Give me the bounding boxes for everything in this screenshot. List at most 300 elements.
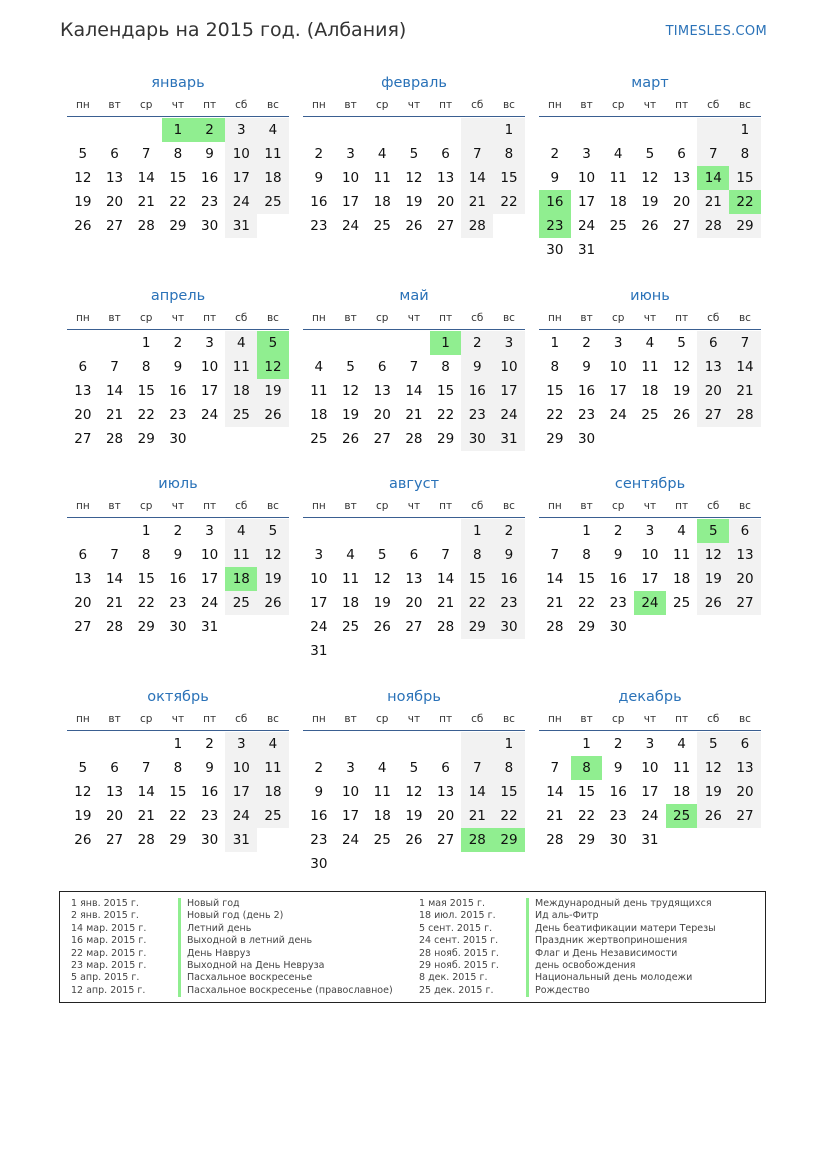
legend-row xyxy=(71,948,393,960)
day-cell: 10 xyxy=(577,170,596,186)
day-cell: 31 xyxy=(225,828,257,852)
day-cell: 7 xyxy=(550,760,560,776)
day-cell: 23 xyxy=(201,808,219,824)
weekday-header xyxy=(539,497,761,518)
day-cell: 9 xyxy=(613,547,623,563)
day-cell: 24 xyxy=(225,190,257,214)
page-title: Календарь на 2015 год. (Албания) xyxy=(60,19,407,41)
day-cell: 28 xyxy=(461,214,493,238)
day-cell: 4 xyxy=(377,760,387,776)
day-grid xyxy=(67,117,289,238)
day-cell: 25 xyxy=(257,804,289,828)
legend-color-bar xyxy=(178,960,181,972)
day-cell: 20 xyxy=(729,567,761,591)
day-cell: 10 xyxy=(641,760,659,776)
weekday-label: чт xyxy=(171,713,185,725)
day-cell: 29 xyxy=(546,431,564,447)
holiday-day-cell: 8 xyxy=(571,756,603,780)
legend-holiday-name: Международный день трудящихся xyxy=(535,898,712,909)
day-cell: 12 xyxy=(697,543,729,567)
day-cell: 29 xyxy=(729,214,761,238)
empty-cell xyxy=(430,118,462,142)
day-cell: 25 xyxy=(225,591,257,615)
day-cell: 30 xyxy=(201,218,219,234)
day-cell: 27 xyxy=(697,403,729,427)
day-cell: 17 xyxy=(310,595,328,611)
day-cell: 10 xyxy=(225,756,257,780)
day-cell: 21 xyxy=(697,190,729,214)
day-cell: 3 xyxy=(205,335,214,351)
day-cell: 27 xyxy=(729,591,761,615)
day-cell: 20 xyxy=(105,808,124,824)
weekday-label: вт xyxy=(580,99,593,111)
day-cell: 20 xyxy=(74,595,92,611)
legend-date: 28 нояб. 2015 г. xyxy=(419,947,499,959)
day-cell: 3 xyxy=(613,335,623,351)
weekday-label: чт xyxy=(407,500,421,512)
day-cell: 25 xyxy=(609,218,627,234)
day-cell: 23 xyxy=(310,832,328,848)
day-cell: 17 xyxy=(201,571,219,587)
day-cell: 21 xyxy=(105,407,124,423)
month-name: январь xyxy=(151,75,205,91)
weekday-label: ср xyxy=(611,312,625,324)
weekday-header xyxy=(67,497,289,518)
legend-date: 29 нояб. 2015 г. xyxy=(419,959,499,971)
day-cell: 4 xyxy=(225,331,257,355)
legend-row xyxy=(71,935,393,947)
month-name: август xyxy=(388,476,440,492)
day-cell: 11 xyxy=(310,383,328,399)
day-cell: 29 xyxy=(577,832,596,848)
day-cell: 1 xyxy=(582,523,591,539)
empty-cell xyxy=(539,732,571,756)
day-cell: 26 xyxy=(697,804,729,828)
month-name: июль xyxy=(158,476,198,492)
day-cell: 1 xyxy=(141,523,151,539)
day-cell: 7 xyxy=(141,760,151,776)
day-cell: 1 xyxy=(461,519,493,543)
day-cell: 31 xyxy=(310,643,328,659)
weekday-label: пн xyxy=(547,713,562,725)
day-cell: 14 xyxy=(137,784,155,800)
weekday-label: пт xyxy=(675,500,689,512)
holiday-day-cell: 12 xyxy=(257,355,289,379)
day-cell: 16 xyxy=(493,567,525,591)
day-cell: 17 xyxy=(641,784,659,800)
empty-cell xyxy=(303,519,335,543)
day-cell: 11 xyxy=(373,784,391,800)
day-cell: 8 xyxy=(729,142,761,166)
day-cell: 2 xyxy=(613,523,623,539)
weekday-label: пт xyxy=(675,99,689,111)
day-cell: 17 xyxy=(341,194,360,210)
legend-holiday-name: Летний день xyxy=(187,922,252,934)
weekday-label: пт xyxy=(675,713,689,725)
day-cell: 2 xyxy=(461,331,493,355)
day-cell: 10 xyxy=(609,359,627,375)
weekday-label: вт xyxy=(580,713,593,725)
weekday-label: ср xyxy=(611,500,625,512)
day-cell: 5 xyxy=(346,359,355,375)
month-4 xyxy=(67,283,289,451)
day-cell: 10 xyxy=(310,571,328,587)
legend-row xyxy=(71,898,393,910)
day-cell: 1 xyxy=(550,335,560,351)
day-cell: 15 xyxy=(577,571,596,587)
legend-date: 24 сент. 2015 г. xyxy=(419,935,499,947)
day-cell: 23 xyxy=(493,591,525,615)
day-cell: 13 xyxy=(729,756,761,780)
weekday-label: пт xyxy=(439,99,453,111)
day-cell: 16 xyxy=(609,784,627,800)
weekday-label: ср xyxy=(139,500,153,512)
legend-row xyxy=(71,960,393,972)
legend-date: 25 дек. 2015 г. xyxy=(419,984,494,996)
weekday-label: вс xyxy=(266,500,279,512)
legend-holiday-name: Праздник жертвоприношения xyxy=(535,935,688,947)
day-cell: 8 xyxy=(441,359,450,375)
day-cell: 16 xyxy=(169,571,187,587)
day-cell: 3 xyxy=(645,736,655,752)
day-cell: 22 xyxy=(546,407,564,423)
day-cell: 12 xyxy=(673,359,691,375)
day-cell: 2 xyxy=(613,736,623,752)
legend-date: 5 сент. 2015 г. xyxy=(419,922,493,934)
day-cell: 9 xyxy=(550,170,560,186)
month-7 xyxy=(67,471,289,639)
day-cell: 15 xyxy=(437,383,455,399)
day-cell: 13 xyxy=(697,355,729,379)
day-cell: 1 xyxy=(141,335,151,351)
day-cell: 14 xyxy=(461,166,493,190)
day-cell: 15 xyxy=(493,780,525,804)
holiday-day-cell: 29 xyxy=(493,828,525,852)
day-cell: 22 xyxy=(169,808,187,824)
day-cell: 26 xyxy=(673,407,691,423)
weekday-label: сб xyxy=(235,713,248,725)
empty-cell xyxy=(666,118,698,142)
day-cell: 11 xyxy=(673,760,691,776)
day-cell: 10 xyxy=(201,359,219,375)
legend-date: 8 дек. 2015 г. xyxy=(419,972,488,984)
day-cell: 4 xyxy=(257,118,289,142)
day-cell: 27 xyxy=(74,431,92,447)
day-cell: 9 xyxy=(205,146,214,162)
holiday-day-cell: 1 xyxy=(430,331,462,355)
day-cell: 16 xyxy=(310,808,328,824)
day-cell: 19 xyxy=(74,808,92,824)
day-cell: 15 xyxy=(137,571,155,587)
day-cell: 6 xyxy=(78,359,88,375)
weekday-label: сб xyxy=(235,500,248,512)
day-cell: 26 xyxy=(373,619,391,635)
legend-date: 1 янв. 2015 г. xyxy=(71,898,139,909)
day-cell: 18 xyxy=(641,383,659,399)
legend-row xyxy=(419,972,716,984)
day-cell: 1 xyxy=(582,736,591,752)
weekday-label: вс xyxy=(266,312,279,324)
day-cell: 22 xyxy=(169,194,187,210)
day-cell: 3 xyxy=(346,146,355,162)
day-cell: 6 xyxy=(377,359,387,375)
day-cell: 24 xyxy=(201,407,219,423)
day-cell: 21 xyxy=(105,595,124,611)
empty-cell xyxy=(398,732,430,756)
weekday-label: пн xyxy=(311,312,326,324)
day-cell: 22 xyxy=(493,190,525,214)
day-cell: 17 xyxy=(493,379,525,403)
weekday-label: пн xyxy=(75,500,90,512)
day-cell: 26 xyxy=(257,403,289,427)
day-cell: 4 xyxy=(613,146,623,162)
legend-row xyxy=(71,985,393,997)
weekday-label: ср xyxy=(611,713,625,725)
weekday-header xyxy=(303,96,525,117)
month-name: март xyxy=(631,75,669,91)
day-grid xyxy=(67,518,289,639)
day-cell: 30 xyxy=(461,427,493,451)
day-cell: 7 xyxy=(141,146,151,162)
weekday-label: вс xyxy=(738,713,751,725)
day-cell: 5 xyxy=(78,146,88,162)
day-cell: 1 xyxy=(173,736,183,752)
day-cell: 20 xyxy=(74,407,92,423)
legend-color-bar xyxy=(178,948,181,960)
day-cell: 20 xyxy=(437,808,455,824)
month-name: февраль xyxy=(381,75,447,91)
day-cell: 20 xyxy=(373,407,391,423)
legend-holiday-name: День беатификации матери Терезы xyxy=(535,922,716,934)
day-cell: 21 xyxy=(546,808,564,824)
day-cell: 4 xyxy=(377,146,387,162)
weekday-label: пн xyxy=(311,500,326,512)
holiday-day-cell: 25 xyxy=(666,804,698,828)
legend-date: 1 мая 2015 г. xyxy=(419,898,485,909)
day-cell: 15 xyxy=(577,784,596,800)
day-cell: 6 xyxy=(677,146,686,162)
weekday-label: вс xyxy=(502,99,515,111)
month-12 xyxy=(539,684,761,852)
day-cell: 30 xyxy=(310,856,328,872)
day-cell: 25 xyxy=(373,832,391,848)
day-cell: 14 xyxy=(405,383,423,399)
day-cell: 25 xyxy=(641,407,659,423)
day-cell: 19 xyxy=(673,383,691,399)
weekday-label: вт xyxy=(580,312,593,324)
day-cell: 9 xyxy=(613,760,623,776)
day-cell: 22 xyxy=(137,595,155,611)
empty-cell xyxy=(130,732,162,756)
month-10 xyxy=(67,684,289,852)
day-cell: 12 xyxy=(641,170,659,186)
day-cell: 31 xyxy=(493,427,525,451)
weekday-header xyxy=(539,710,761,731)
day-grid xyxy=(303,117,525,238)
day-cell: 13 xyxy=(373,383,391,399)
day-cell: 6 xyxy=(441,146,450,162)
day-cell: 6 xyxy=(110,146,119,162)
day-cell: 8 xyxy=(173,146,183,162)
empty-cell xyxy=(430,732,462,756)
day-cell: 13 xyxy=(729,543,761,567)
legend-holiday-name: день освобождения xyxy=(535,959,636,971)
day-cell: 14 xyxy=(729,355,761,379)
weekday-label: ср xyxy=(611,99,625,111)
legend-color-bar xyxy=(178,972,181,984)
day-cell: 23 xyxy=(609,808,627,824)
legend-row xyxy=(419,985,716,997)
weekday-label: вс xyxy=(266,99,279,111)
weekday-label: вс xyxy=(502,713,515,725)
day-cell: 8 xyxy=(550,359,560,375)
day-grid xyxy=(539,731,761,852)
day-cell: 21 xyxy=(405,407,423,423)
day-cell: 3 xyxy=(582,146,591,162)
month-3 xyxy=(539,70,761,262)
day-cell: 21 xyxy=(437,595,455,611)
legend-holiday-name: Выходной в летний день xyxy=(187,935,313,947)
day-cell: 8 xyxy=(173,760,183,776)
day-cell: 6 xyxy=(729,519,761,543)
day-cell: 28 xyxy=(137,832,155,848)
day-cell: 24 xyxy=(341,832,360,848)
weekday-label: вт xyxy=(108,312,121,324)
weekday-header xyxy=(67,309,289,330)
weekday-label: сб xyxy=(235,312,248,324)
day-cell: 7 xyxy=(697,142,729,166)
empty-cell xyxy=(99,118,131,142)
legend-row xyxy=(71,923,393,935)
empty-cell xyxy=(335,118,367,142)
empty-cell xyxy=(335,732,367,756)
day-cell: 11 xyxy=(609,170,627,186)
weekday-label: пт xyxy=(439,500,453,512)
day-cell: 15 xyxy=(461,567,493,591)
site-logo-link[interactable]: TIMESLES.COM xyxy=(665,24,767,39)
weekday-label: чт xyxy=(407,99,421,111)
day-cell: 31 xyxy=(577,242,596,258)
day-cell: 27 xyxy=(74,619,92,635)
day-cell: 27 xyxy=(437,218,455,234)
day-cell: 9 xyxy=(205,760,214,776)
day-cell: 14 xyxy=(137,170,155,186)
holiday-day-cell: 23 xyxy=(539,214,571,238)
weekday-label: вт xyxy=(344,312,357,324)
day-cell: 29 xyxy=(461,615,493,639)
day-cell: 27 xyxy=(105,218,124,234)
day-cell: 22 xyxy=(461,591,493,615)
day-cell: 22 xyxy=(493,804,525,828)
day-cell: 28 xyxy=(546,619,564,635)
empty-cell xyxy=(303,331,335,355)
weekday-header xyxy=(303,710,525,731)
day-cell: 16 xyxy=(201,784,219,800)
day-cell: 1 xyxy=(493,732,525,756)
day-cell: 24 xyxy=(201,595,219,611)
day-cell: 23 xyxy=(461,403,493,427)
month-2 xyxy=(303,70,525,238)
weekday-label: пт xyxy=(203,312,217,324)
weekday-label: вт xyxy=(344,713,357,725)
weekday-label: сб xyxy=(471,99,484,111)
day-cell: 27 xyxy=(373,431,391,447)
legend-color-bar xyxy=(526,948,529,960)
month-11 xyxy=(303,684,525,876)
weekday-label: пт xyxy=(439,713,453,725)
day-cell: 18 xyxy=(257,780,289,804)
day-cell: 24 xyxy=(609,407,627,423)
day-cell: 22 xyxy=(137,407,155,423)
day-cell: 28 xyxy=(729,403,761,427)
day-cell: 24 xyxy=(493,403,525,427)
legend-color-bar xyxy=(178,923,181,935)
day-cell: 19 xyxy=(74,194,92,210)
day-cell: 4 xyxy=(645,335,655,351)
day-cell: 20 xyxy=(105,194,124,210)
day-cell: 3 xyxy=(225,732,257,756)
day-cell: 28 xyxy=(137,218,155,234)
weekday-label: вт xyxy=(580,500,593,512)
day-cell: 20 xyxy=(405,595,423,611)
day-grid xyxy=(539,518,761,639)
legend-row xyxy=(71,972,393,984)
day-cell: 2 xyxy=(550,146,560,162)
day-cell: 20 xyxy=(697,379,729,403)
legend-row xyxy=(419,948,716,960)
day-cell: 6 xyxy=(729,732,761,756)
day-cell: 18 xyxy=(373,808,391,824)
weekday-label: пн xyxy=(311,99,326,111)
weekday-label: пт xyxy=(203,500,217,512)
day-cell: 21 xyxy=(729,379,761,403)
day-cell: 30 xyxy=(577,431,596,447)
day-grid xyxy=(539,330,761,451)
empty-cell xyxy=(366,118,398,142)
weekday-header xyxy=(539,96,761,117)
empty-cell xyxy=(398,519,430,543)
legend-color-bar xyxy=(178,935,181,947)
weekday-label: пт xyxy=(203,713,217,725)
day-grid xyxy=(539,117,761,262)
legend-date: 2 янв. 2015 г. xyxy=(71,910,139,922)
empty-cell xyxy=(67,732,99,756)
day-cell: 28 xyxy=(105,431,124,447)
day-cell: 25 xyxy=(341,619,360,635)
day-cell: 25 xyxy=(373,218,391,234)
empty-cell xyxy=(99,732,131,756)
legend-holiday-name: День Навруз xyxy=(187,947,251,959)
day-cell: 16 xyxy=(310,194,328,210)
day-cell: 9 xyxy=(314,784,324,800)
day-cell: 30 xyxy=(609,832,627,848)
empty-cell xyxy=(461,732,493,756)
day-cell: 24 xyxy=(310,619,328,635)
day-cell: 19 xyxy=(341,407,360,423)
weekday-header xyxy=(539,309,761,330)
month-name: октябрь xyxy=(147,689,209,705)
day-grid xyxy=(303,731,525,876)
weekday-label: сб xyxy=(471,500,484,512)
day-cell: 11 xyxy=(341,571,360,587)
day-cell: 28 xyxy=(105,619,124,635)
legend-color-bar xyxy=(526,972,529,984)
day-cell: 13 xyxy=(74,571,92,587)
holiday-day-cell: 28 xyxy=(461,828,493,852)
legend-row xyxy=(419,960,716,972)
day-cell: 23 xyxy=(577,407,596,423)
weekday-label: чт xyxy=(171,99,185,111)
